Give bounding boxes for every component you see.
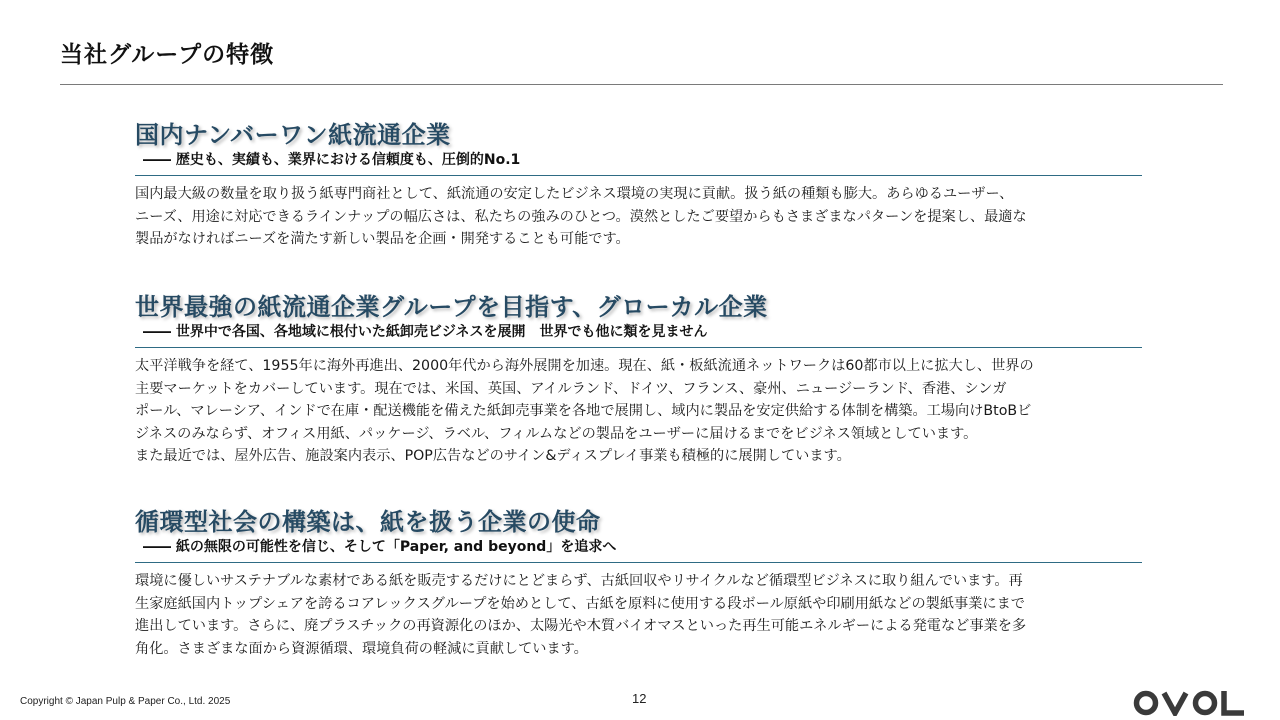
section-subheading: ―― 世界中で各国、各地域に根付いた紙卸売ビジネスを展開 世界でも他に類を見ません bbox=[143, 324, 708, 340]
body-line: 主要マーケットをカバーしています。現在では、米国、英国、アイルランド、ドイツ、フランス、豪州、ニュージーランド、香港、シンガ bbox=[135, 380, 1007, 397]
section-subheading: ―― 紙の無限の可能性を信じ、そして「Paper, and beyond」を追求へ bbox=[143, 539, 617, 555]
section-glocal bbox=[135, 292, 1147, 468]
section-body bbox=[135, 570, 1147, 660]
body-line: 進出しています。さらに、廃プラスチックの再資源化のほか、太陽光や木質バイオマスといった再生可能エネルギーによる発電など事業を多 bbox=[135, 618, 1027, 634]
body-line: ニーズ、用途に対応できるラインナップの幅広さは、私たちの強みのひとつ。漠然としたご要望からもさまざまなパターンを提案し、最適な bbox=[135, 208, 1027, 225]
copyright-notice: Copyright © Japan Pulp & Paper Co., Ltd. 2025 bbox=[20, 696, 231, 707]
body-line: 生家庭紙国内トップシェアを誇るコアレックスグループを始めとして、古紙を原料に使用する段ボール原紙や印刷用紙などの製紙事業にまで bbox=[135, 595, 1025, 612]
section-subheading: ―― 歴史も、実績も、業界における信頼度も、圧倒的No.1 bbox=[143, 152, 521, 168]
section-body bbox=[135, 355, 1147, 468]
page-title: 当社グループの特徴 bbox=[60, 42, 275, 68]
page-number: 12 bbox=[632, 691, 647, 706]
body-line: 国内最大級の数量を取り扱う紙専門商社として、紙流通の安定したビジネス環境の実現に貢献。扱う紙の種類も膨大。あらゆるユーザー、 bbox=[135, 186, 1014, 202]
section-divider bbox=[135, 175, 1142, 176]
section-heading: 国内ナンバーワン紙流通企業 bbox=[135, 121, 451, 149]
body-line: また最近では、屋外広告、施設案内表示、POP広告などのサイン&ディスプレイ事業も積極的に展開しています。 bbox=[135, 448, 851, 464]
body-line: ポール、マレーシア、インドで在庫・配送機能を備えた紙卸売事業を各地で展開し、域内に製品を安定供給する体制を構築。工場向けBtoBビ bbox=[135, 403, 1032, 419]
section-heading: 世界最強の紙流通企業グループを目指す、グローカル企業 bbox=[135, 293, 768, 321]
body-line: 角化。さまざまな面から資源循環、環境負荷の軽減に貢献しています。 bbox=[135, 640, 588, 657]
section-divider bbox=[135, 347, 1142, 348]
body-line: ジネスのみならず、オフィス用紙、パッケージ、ラベル、フィルムなどの製品をユーザーに届けるまでをビジネス領域としています。 bbox=[135, 425, 978, 442]
body-line: 環境に優しいサステナブルな素材である紙を販売するだけにとどまらず、古紙回収やリサイクルなど循環型ビジネスに取り組んでいます。再 bbox=[135, 573, 1023, 589]
section-heading: 循環型社会の構築は、紙を扱う企業の使命 bbox=[135, 508, 601, 536]
ovol-logo bbox=[1133, 690, 1245, 716]
body-line: 太平洋戦争を経て、1955年に海外再進出、2000年代から海外展開を加速。現在、紙・板紙流通ネットワークは60都市以上に拡大し、世界の bbox=[135, 358, 1034, 374]
section-domestic-number-one bbox=[135, 120, 1147, 251]
body-line: 製品がなければニーズを満たす新しい製品を企画・開発することも可能です。 bbox=[135, 231, 630, 247]
section-body bbox=[135, 183, 1147, 251]
section-divider bbox=[135, 562, 1142, 563]
title-divider bbox=[60, 84, 1223, 85]
section-circular-society bbox=[135, 507, 1147, 660]
